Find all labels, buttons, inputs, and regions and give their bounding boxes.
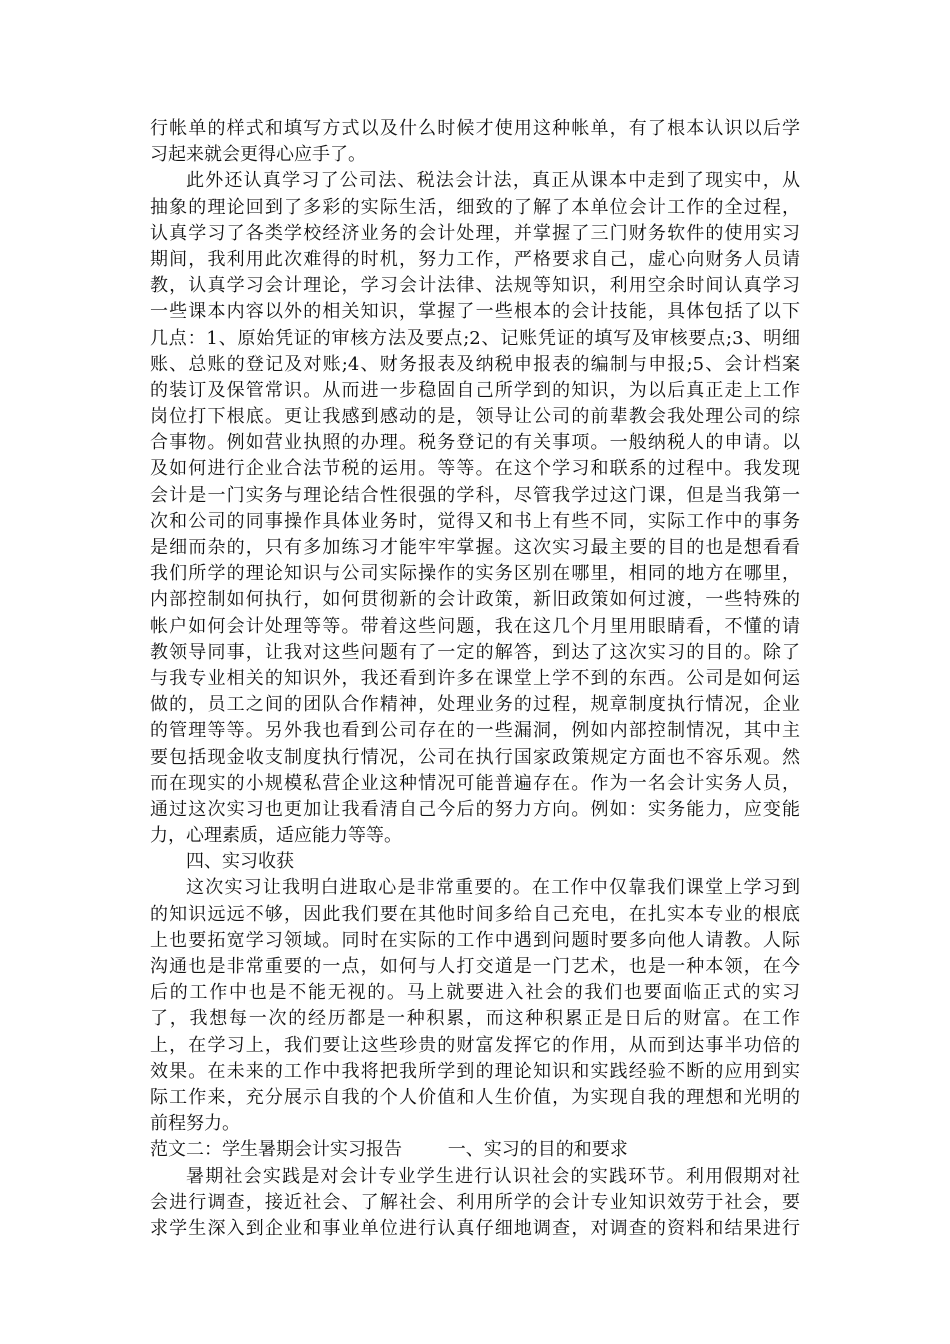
text-line: 会进行调查，接近社会、了解社会、利用所学的会计专业知识效劳于社会，要 — [150, 1191, 800, 1213]
text-line: 教，认真学习会计理论，学习会计法律、法规等知识，利用空余时间认真学习 — [150, 275, 800, 297]
text-line: 暑期社会实践是对会计专业学生进行认识社会的实践环节。利用假期对社 — [186, 1165, 800, 1187]
text-line: 此外还认真学习了公司法、税法会计法，真正从课本中走到了现实中，从 — [186, 170, 800, 192]
text-line: 一些课本内容以外的相关知识，掌握了一些根本的会计技能，具体包括了以下 — [150, 301, 800, 323]
article-title-line — [150, 1137, 800, 1163]
text-line: 教领导同事，让我对这些问题有了一定的解答，到达了这次实习的目的。除了 — [150, 641, 800, 663]
text-line: 求学生深入到企业和事业单位进行认真仔细地调查，对调查的资料和结果进行 — [150, 1217, 800, 1239]
text-line: 通过这次实习也更加让我看清自己今后的努力方向。例如：实务能力，应变能 — [150, 798, 800, 820]
text-line: 的装订及保管常识。从而进一步稳固自己所学到的知识，为以后真正走上工作 — [150, 379, 800, 401]
text-line: 要包括现金收支制度执行情况，公司在执行国家政策规定方面也不容乐观。然 — [150, 746, 800, 768]
paragraph — [150, 168, 800, 849]
text-line: 及如何进行企业合法节税的运用。等等。在这个学习和联系的过程中。我发现 — [150, 458, 800, 480]
text-line: 上，在学习上，我们要让这些珍贵的财富发挥它的作用，从而到达事半功倍的 — [150, 1034, 800, 1056]
text-line: 了，我想每一次的经历都是一种积累，而这种积累正是日后的财富。在工作 — [150, 1008, 800, 1030]
document-page — [150, 116, 800, 1242]
paragraph — [150, 875, 800, 1137]
text-line: 沟通也是非常重要的一点，如何与人打交道是一门艺术，也是一种本领，在今 — [150, 956, 800, 977]
text-line: 而在现实的小规模私营企业这种情况可能普遍存在。作为一名会计实务人员， — [150, 772, 800, 794]
text-line: 是细而杂的，只有多加练习才能牢牢掌握。这次实习最主要的目的也是想看看 — [150, 537, 800, 558]
text-line: 会计是一门实务与理论结合性很强的学科，尽管我学过这门课，但是当我第一 — [150, 484, 800, 506]
text-line: 做的，员工之间的团队合作精神，处理业务的过程，规章制度执行情况，企业 — [150, 694, 800, 716]
paragraph — [150, 116, 800, 168]
article-title: 范文二：学生暑期会计实习报告 一、实习的目的和要求 — [150, 1139, 628, 1161]
text-line: 认真学习了各类学校经济业务的会计处理，并掌握了三门财务软件的使用实习 — [150, 222, 800, 244]
section-heading — [150, 849, 800, 875]
text-line: 几点：1、原始凭证的审核方法及要点;2、记账凭证的填写及审核要点;3、明细 — [150, 327, 800, 349]
text-line: 际工作来，充分展示自我的个人价值和人生价值，为实现自我的理想和光明的 — [150, 1086, 800, 1108]
text-line: 行帐单的样式和填写方式以及什么时候才使用这种帐单，有了根本认识以后学 — [150, 118, 800, 139]
text-line: 的管理等等。另外我也看到公司存在的一些漏洞，例如内部控制情况，其中主 — [150, 720, 800, 742]
text-line: 账、总账的登记及对账;4、财务报表及纳税申报表的编制与申报;5、会计档案 — [150, 353, 800, 375]
section-heading-text: 四、实习收获 — [186, 851, 294, 873]
text-line: 习起来就会更得心应手了。 — [150, 144, 366, 166]
text-line: 抽象的理论回到了多彩的实际生活，细致的了解了本单位会计工作的全过程， — [150, 196, 800, 218]
text-line: 前程努力。 — [150, 1113, 240, 1135]
text-line: 力，心理素质，适应能力等等。 — [150, 825, 402, 847]
text-line: 岗位打下根底。更让我感到感动的是，领导让公司的前辈教会我处理公司的综 — [150, 406, 800, 428]
text-line: 期间，我利用此次难得的时机，努力工作，严格要求自己，虚心向财务人员请 — [150, 248, 800, 270]
text-line: 我们所学的理论知识与公司实际操作的实务区别在哪里，相同的地方在哪里， — [150, 563, 800, 585]
text-line: 后的工作中也是不能无视的。马上就要进入社会的我们也要面临正式的实习 — [150, 982, 800, 1004]
text-line: 的知识远远不够，因此我们要在其他时间多给自己充电，在扎实本专业的根底 — [150, 903, 800, 925]
text-line: 次和公司的同事操作具体业务时，觉得又和书上有些不同，实际工作中的事务 — [150, 510, 800, 532]
text-line: 这次实习让我明白进取心是非常重要的。在工作中仅靠我们课堂上学习到 — [186, 877, 800, 899]
text-line: 与我专业相关的知识外，我还看到许多在课堂上学不到的东西。公司是如何运 — [150, 667, 800, 689]
text-line: 上也要拓宽学习领域。同时在实际的工作中遇到问题时要多向他人请教。人际 — [150, 929, 800, 951]
text-line: 合事物。例如营业执照的办理。税务登记的有关事项。一般纳税人的申请。以 — [150, 432, 800, 454]
text-line: 效果。在未来的工作中我将把我所学到的理论知识和实践经验不断的应用到实 — [150, 1060, 800, 1082]
text-line: 内部控制如何执行，如何贯彻新的会计政策，新旧政策如何过渡，一些特殊的 — [150, 589, 800, 611]
text-line: 帐户如何会计处理等等。带着这些问题，我在这几个月里用眼睛看，不懂的请 — [150, 615, 800, 637]
paragraph — [150, 1164, 800, 1243]
